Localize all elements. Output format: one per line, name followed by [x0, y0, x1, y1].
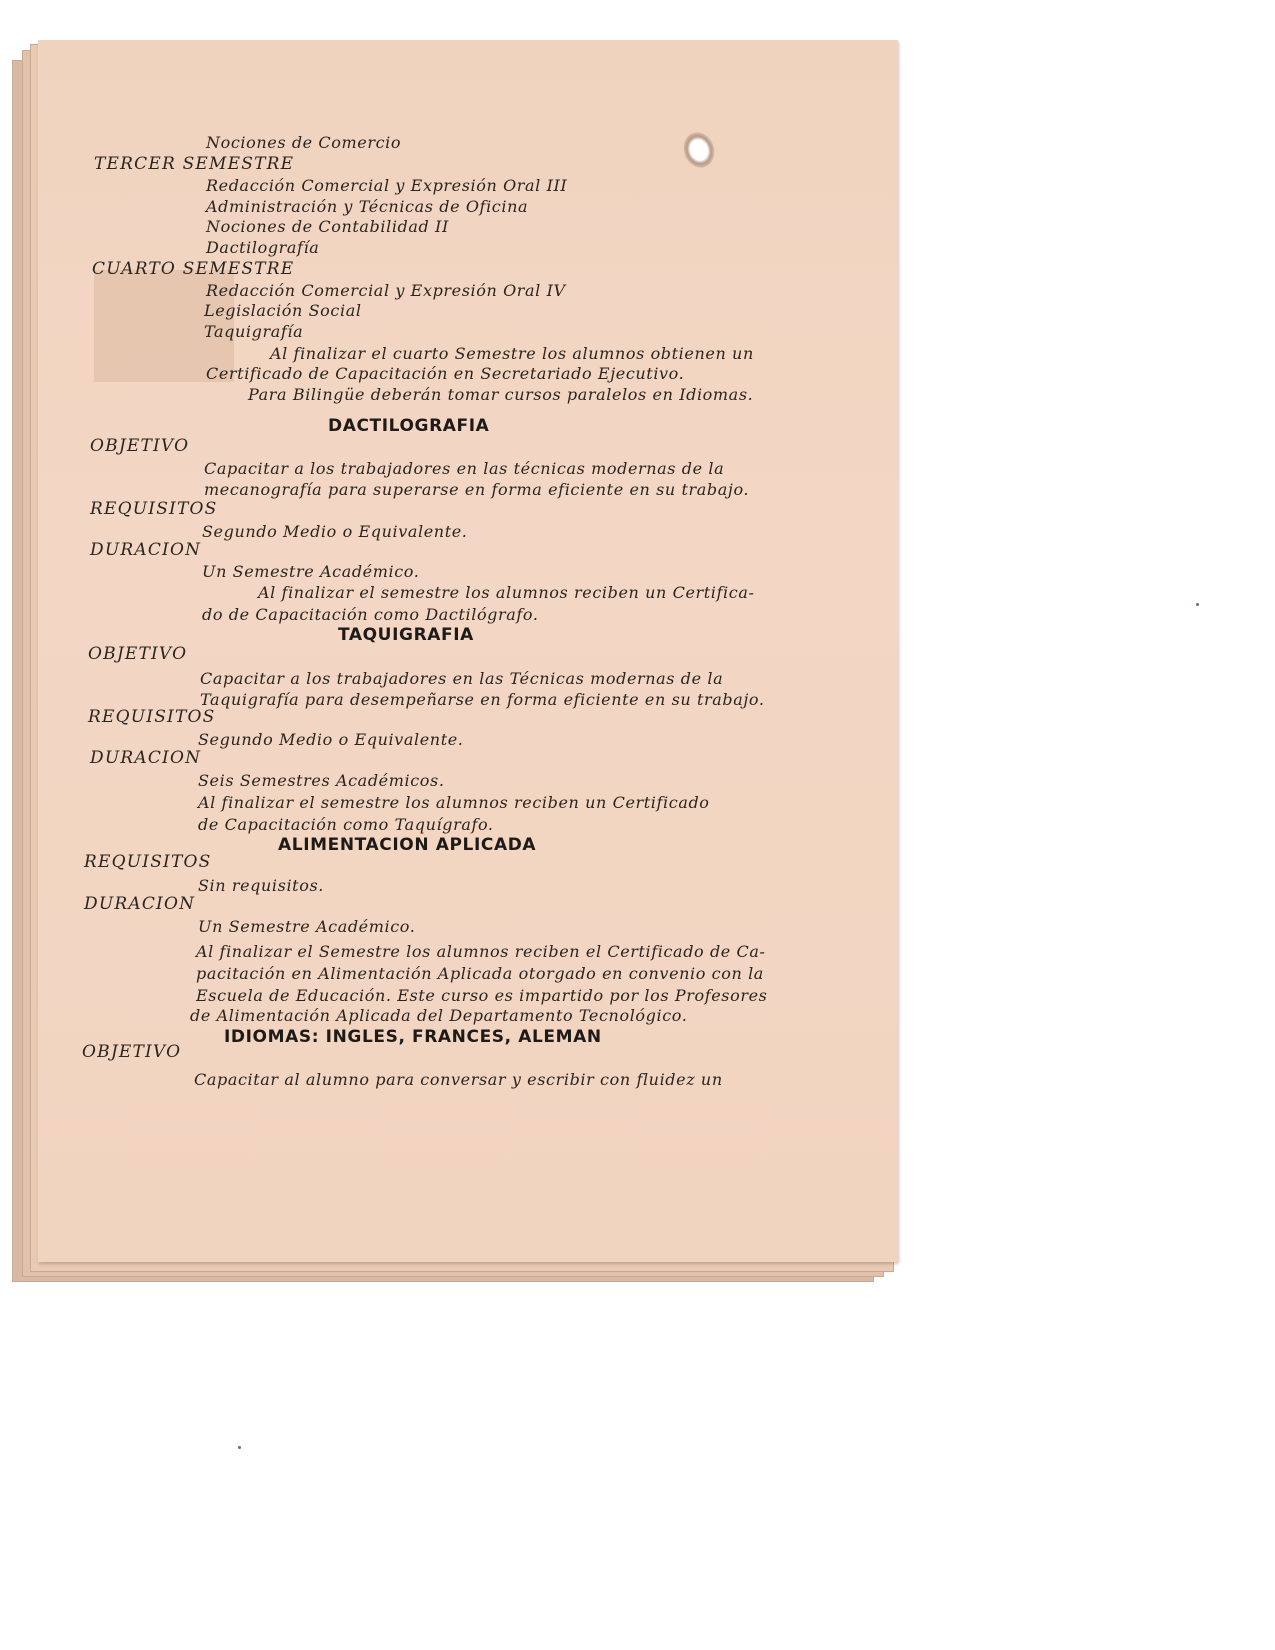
field-text: Capacitar a los trabajadores en las Técnicas modernas de la — [200, 669, 724, 688]
field-text: Capacitar a los trabajadores en las técnicas modernas de la — [204, 459, 725, 478]
section-title: TAQUIGRAFIA — [338, 625, 474, 645]
field-text: Taquigrafía para desempeñarse en forma eficiente en su trabajo. — [200, 690, 765, 709]
course-item: Taquigrafía — [204, 322, 304, 341]
document-page — [38, 40, 898, 1262]
field-text: do de Capacitación como Dactilógrafo. — [202, 605, 539, 624]
semester-label: TERCER SEMESTRE — [94, 154, 295, 174]
field-text: Al finalizar el semestre los alumnos reciben un Certifica- — [258, 583, 755, 602]
section-title: DACTILOGRAFIA — [328, 416, 490, 436]
course-item: Legislación Social — [204, 301, 362, 320]
field-text: Sin requisitos. — [198, 876, 324, 895]
course-item: Nociones de Contabilidad II — [206, 217, 449, 236]
field-label: REQUISITOS — [84, 852, 212, 872]
semester-label: CUARTO SEMESTRE — [92, 259, 295, 279]
dust-speck — [1196, 603, 1199, 606]
note-line: Certificado de Capacitación en Secretariado Ejecutivo. — [206, 364, 685, 383]
note-line: Para Bilingüe deberán tomar cursos paralelos en Idiomas. — [248, 385, 754, 404]
field-text: de Capacitación como Taquígrafo. — [198, 815, 494, 834]
course-item: Administración y Técnicas de Oficina — [206, 197, 529, 216]
field-label: DURACION — [90, 748, 202, 768]
field-text: Al finalizar el semestre los alumnos reciben un Certificado — [198, 793, 710, 812]
field-label: OBJETIVO — [88, 644, 188, 664]
field-text: Al finalizar el Semestre los alumnos reciben el Certificado de Ca- — [196, 942, 766, 961]
field-label: DURACION — [84, 894, 196, 914]
note-line: Al finalizar el cuarto Semestre los alumnos obtienen un — [270, 344, 754, 363]
field-text: Capacitar al alumno para conversar y escribir con fluidez un — [194, 1070, 723, 1089]
field-text: Un Semestre Académico. — [198, 917, 416, 936]
field-text: Segundo Medio o Equivalente. — [202, 522, 468, 541]
field-text: Segundo Medio o Equivalente. — [198, 730, 464, 749]
course-item: Dactilografía — [206, 238, 320, 257]
field-text: mecanografía para superarse en forma eficiente en su trabajo. — [204, 480, 750, 499]
field-label: REQUISITOS — [88, 707, 216, 727]
field-text: pacitación en Alimentación Aplicada otorgado en convenio con la — [196, 964, 764, 983]
section-title: IDIOMAS: INGLES, FRANCES, ALEMAN — [224, 1027, 602, 1047]
field-text: de Alimentación Aplicada del Departamento Tecnológico. — [190, 1006, 688, 1025]
section-title: ALIMENTACION APLICADA — [278, 835, 537, 855]
punch-hole — [679, 128, 720, 172]
field-label: OBJETIVO — [90, 436, 190, 456]
field-text: Escuela de Educación. Este curso es impartido por los Profesores — [196, 986, 768, 1005]
field-label: DURACION — [90, 540, 202, 560]
course-item: Redacción Comercial y Expresión Oral IV — [206, 281, 566, 300]
field-label: OBJETIVO — [82, 1042, 182, 1062]
course-item: Nociones de Comercio — [206, 133, 402, 152]
field-text: Seis Semestres Académicos. — [198, 771, 445, 790]
dust-speck — [238, 1446, 241, 1449]
field-label: REQUISITOS — [90, 499, 218, 519]
course-item: Redacción Comercial y Expresión Oral III — [206, 176, 568, 195]
field-text: Un Semestre Académico. — [202, 562, 420, 581]
